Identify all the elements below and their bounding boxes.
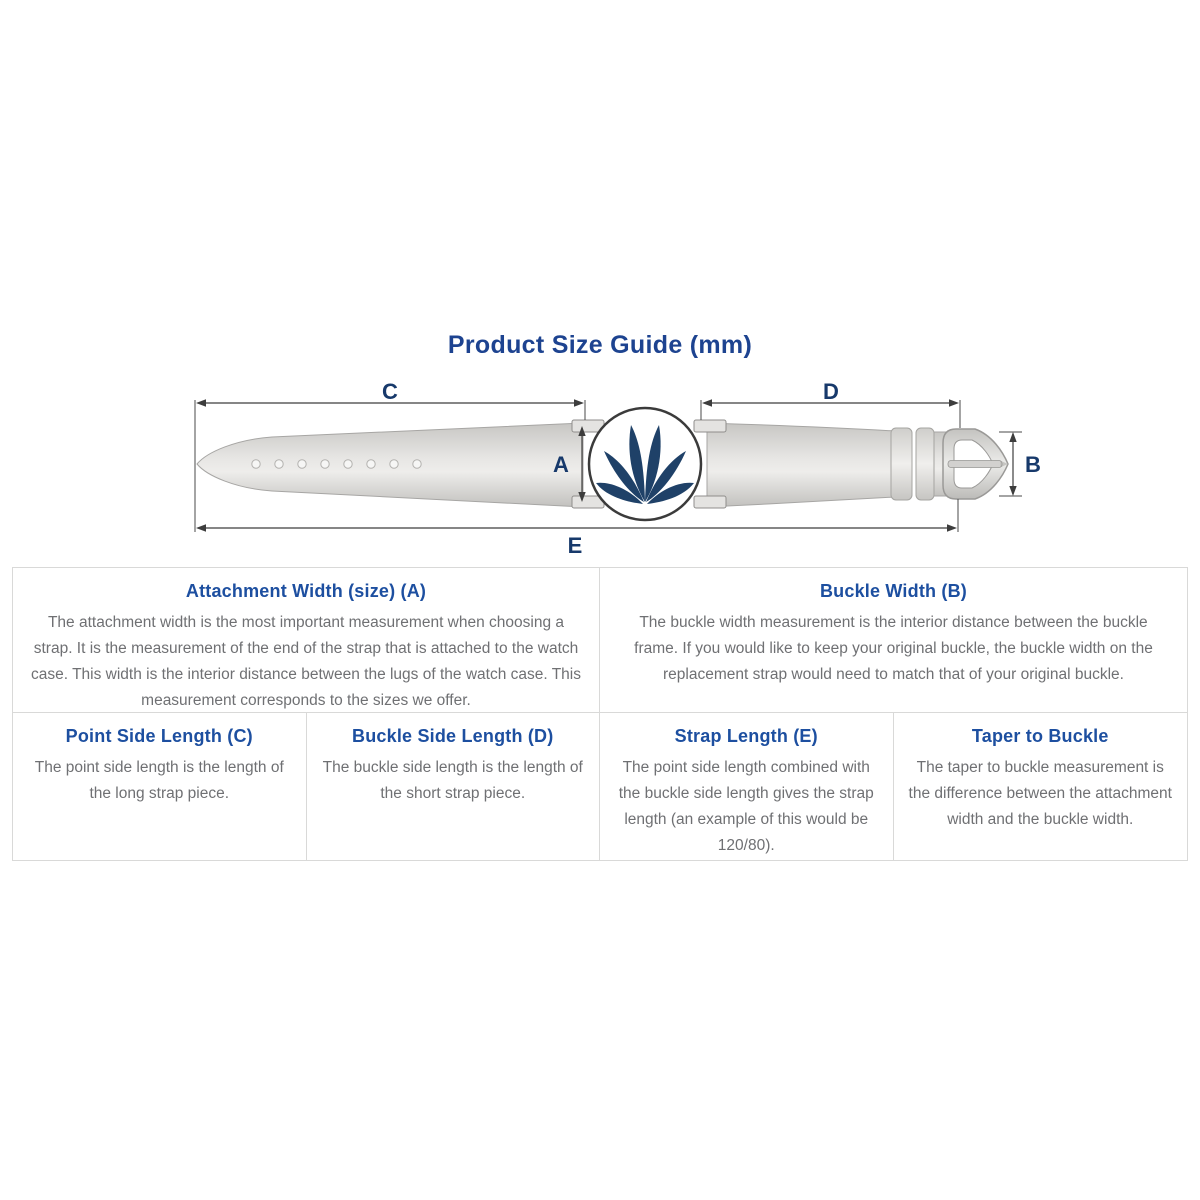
cell-strap-length	[600, 713, 894, 860]
definitions-table	[12, 567, 1188, 861]
cell-body: The buckle side length is the length of the short strap piece.	[322, 759, 583, 802]
measure-e-arrow	[196, 524, 957, 532]
cell-body: The taper to buckle measurement is the difference between the attachment width and the buckle width.	[908, 759, 1172, 828]
strap-diagram	[0, 370, 1200, 580]
cell-buckle-width	[600, 568, 1187, 712]
cell-body: The point side length combined with the buckle side length gives the strap length (an example of this would be 120/80).	[618, 759, 874, 854]
cell-attachment-width	[13, 568, 600, 712]
buckle-side-strap	[707, 423, 949, 507]
label-d: D	[823, 379, 839, 404]
cell-header: Taper to Buckle	[971, 726, 1109, 746]
cell-header: Attachment Width (size) (A)	[185, 581, 427, 601]
cell-buckle-side-length	[307, 713, 601, 860]
keeper-loops	[891, 428, 934, 500]
cell-body: The attachment width is the most important measurement when choosing a strap. It is the measurement of the end of the strap that is attached to the watch case. This width is the interior distance between the lugs of the watch case. This measurement corresponds to the sizes we offer.	[31, 614, 581, 709]
cell-point-side-length	[13, 713, 307, 860]
measure-b-arrow	[1009, 432, 1016, 496]
cell-header: Strap Length (E)	[674, 726, 818, 746]
point-side-strap	[197, 423, 583, 507]
label-e: E	[567, 533, 583, 558]
cell-header: Point Side Length (C)	[65, 726, 253, 746]
label-a: A	[553, 452, 569, 477]
cell-taper-to-buckle	[894, 713, 1188, 860]
table-row-2	[13, 713, 1187, 860]
cell-body: The buckle width measurement is the interior distance between the buckle frame. If you would like to keep your original buckle, the buckle width on the replacement strap would need to match that of your original buckle.	[634, 614, 1153, 683]
label-c: C	[382, 379, 398, 404]
buckle-prong	[948, 461, 1002, 468]
buckle	[943, 429, 1008, 499]
watch-case	[589, 408, 701, 520]
label-b: B	[1025, 452, 1041, 477]
page-title: Product Size Guide (mm)	[447, 331, 753, 359]
table-row-1	[13, 568, 1187, 713]
cell-body: The point side length is the length of the long strap piece.	[34, 759, 284, 802]
cell-header: Buckle Width (B)	[819, 581, 968, 601]
cell-header: Buckle Side Length (D)	[352, 726, 554, 746]
